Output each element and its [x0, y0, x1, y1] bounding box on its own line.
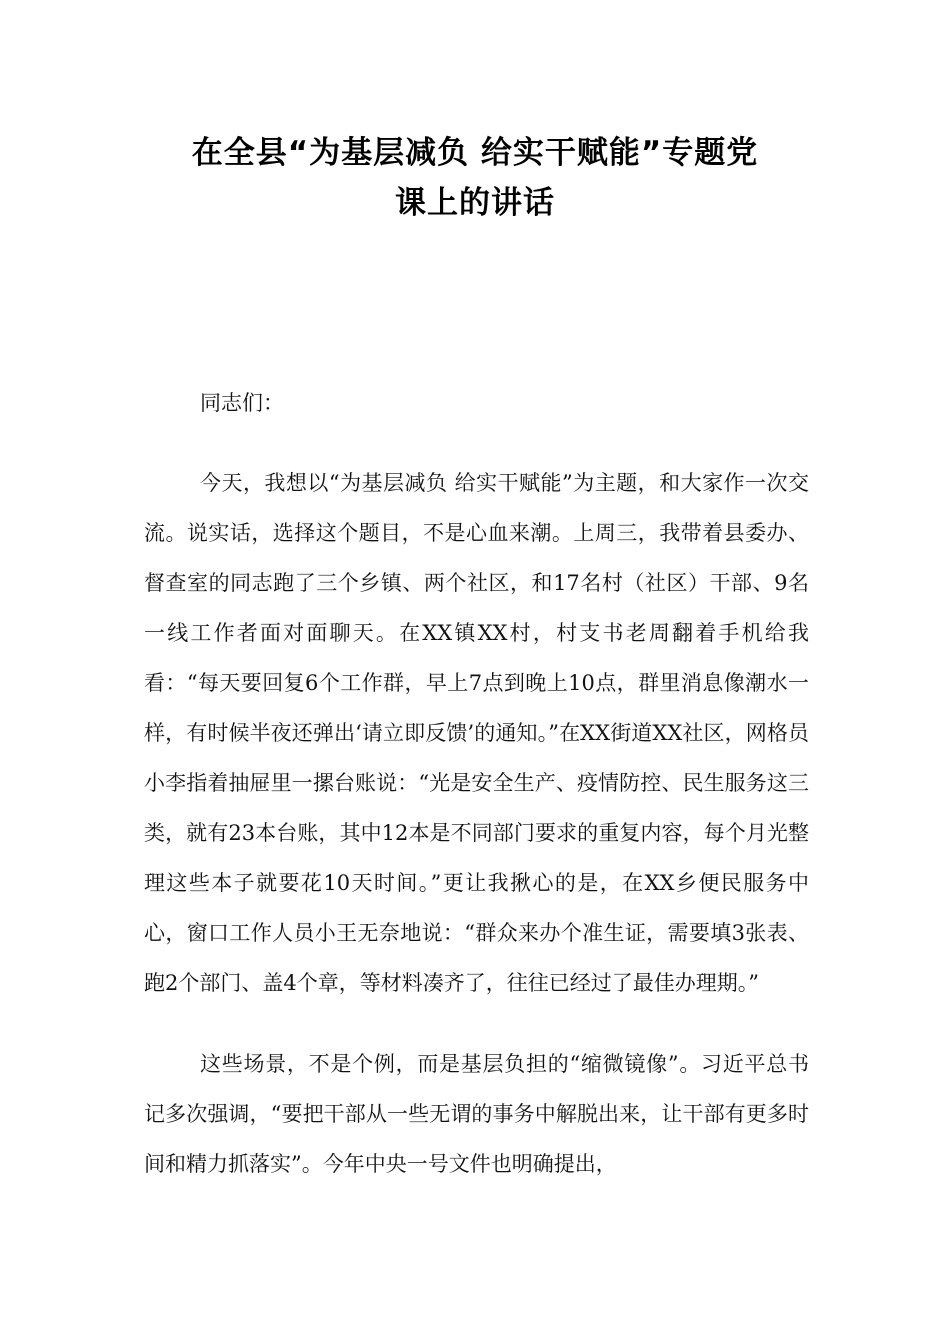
spacer [144, 1008, 809, 1039]
greeting: 同志们： [200, 391, 284, 415]
document-title [120, 128, 830, 228]
document-body [144, 378, 809, 1189]
title-line-2: 课上的讲话 [395, 185, 555, 221]
paragraph-2: 这些场景，不是个例，而是基层负担的“缩微镜像”。习近平总书记多次强调，“要把干部从一些无谓的事务中解脱出来，让干部有更多时间和精力抓落实”。今年中央一号文件也明确提出， [144, 1052, 809, 1176]
title-line-1: 在全县“为基层减负 给实干赋能”专题党 [191, 135, 759, 171]
paragraph-1: 今天，我想以“为基层减负 给实干赋能”为主题，和大家作一次交流。说实话，选择这个题目，不是心血来潮。上周三，我带着县委办、督查室的同志跑了三个乡镇、两个社区，和17名村（社区）干部、9名一线工作者面对面聊天。在XX镇XX村，村支书老周翻着手机给我看：“每天要回复6个工作群，早上7点到晚上10点，群里消息像潮水一样，有时候半夜还弹出‘请立即反馈’的通知。”在XX街道XX社区，网格员小李指着抽屉里一摞台账说：“光是安全生产、疫情防控、民生服务这三类，就有23本台账，其中12本是不同部门要求的重复内容，每个月光整理这些本子就要花10天时间。”更让我揪心的是，在XX乡便民服务中心，窗口工作人员小王无奈地说：“群众来办个准生证，需要填3张表、跑2个部门、盖4个章，等材料凑齐了，往往已经过了最佳办理期。” [144, 471, 809, 995]
spacer [144, 428, 809, 458]
